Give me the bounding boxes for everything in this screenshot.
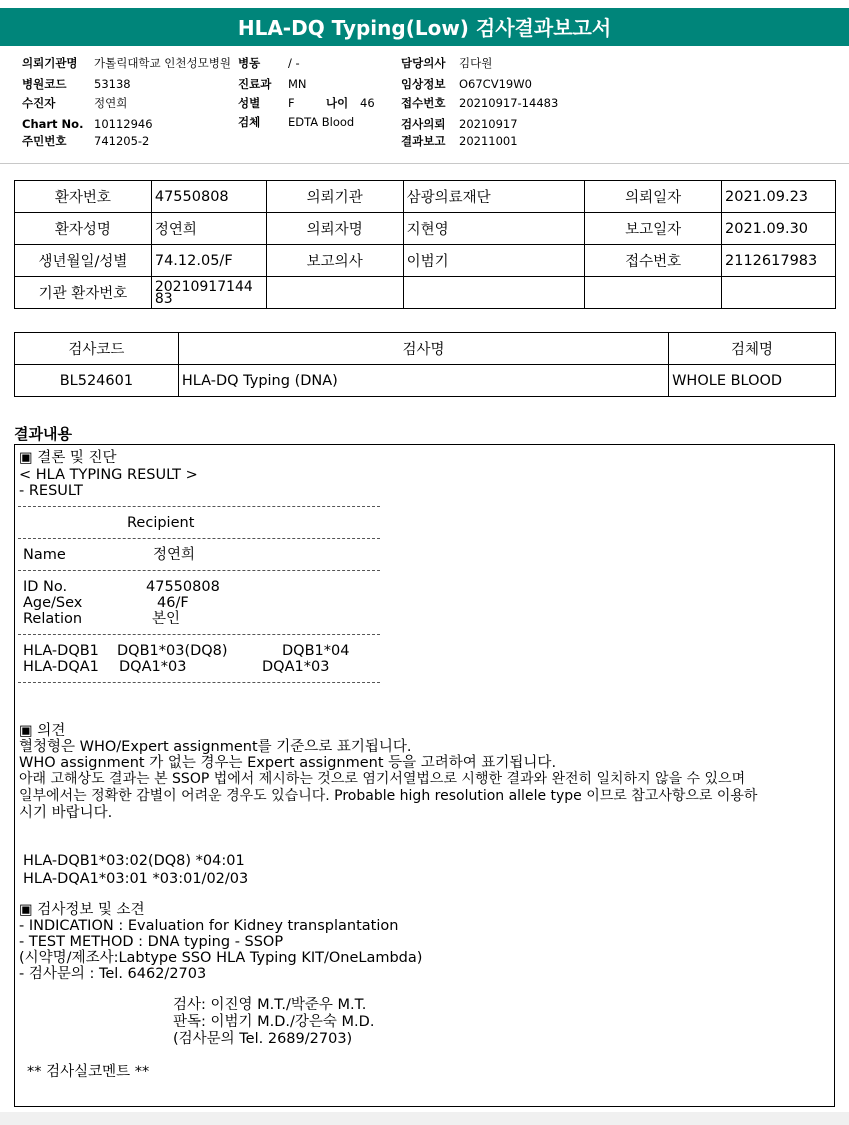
table-row [15,333,836,365]
test-name-header: 검사명 [178,333,668,365]
header-divider [0,163,849,164]
table-row [15,277,836,309]
info-heading: ▣ 검사정보 및 소견 [19,902,145,918]
receipt-no-label: 접수번호 [585,245,722,277]
reporting-doctor-label: 보고의사 [266,245,403,277]
age-sex-label: Age/Sex [23,595,83,611]
opinion-line: 일부에서는 정확한 감별이 어려운 경우도 있습니다. Probable high resolution allele type 이므로 참고사항으로 이용하 [19,788,758,804]
requester-value: 지현영 [403,213,585,245]
table-row [15,245,836,277]
name-value: 정연희 [153,547,196,563]
empty-cell [585,277,722,309]
patient-info-table [14,180,836,309]
recipient-heading: Recipient [127,515,195,531]
hires-dqa1: HLA-DQA1*03:01 *03:01/02/03 [23,871,249,887]
age-sex-value: 46/F [157,595,189,611]
header-doctor: 담당의사 김다원 [401,56,493,70]
dqb1-allele-1: DQB1*03(DQ8) [117,643,228,659]
opinion-line: 시기 바랍니다. [19,805,113,821]
specimen-header: 검체명 [669,333,836,365]
request-date-value: 2021.09.23 [722,181,836,213]
header-request-date: 검사의뢰 20210917 [401,117,518,131]
request-date-label: 의뢰일자 [585,181,722,213]
table-row [15,213,836,245]
patient-no-value: 47550808 [151,181,266,213]
empty-cell [266,277,403,309]
test-code-header: 검사코드 [15,333,179,365]
id-value: 47550808 [146,579,220,595]
sign-line: (검사문의 Tel. 2689/2703) [173,1031,353,1047]
header-hospital-code: 병원코드 53138 [22,77,131,91]
result-content-box [14,444,835,1107]
header-age: 나이 46 [326,96,375,110]
specimen-value: WHOLE BLOOD [669,365,836,397]
result-label: - RESULT [19,483,83,499]
info-line: - TEST METHOD : DNA typing - SSOP [19,934,284,950]
empty-cell [403,277,585,309]
opinion-heading: ▣ 의견 [19,723,66,739]
birth-sex-label: 생년월일/성별 [15,245,152,277]
info-line: (시약명/제조사:Labtype SSO HLA Typing KIT/OneLambda) [19,950,423,966]
requesting-org-value: 삼광의료재단 [403,181,585,213]
requester-label: 의뢰자명 [266,213,403,245]
header-requesting-org: 의뢰기관명 가톨릭대학교 인천성모병원 [22,56,231,70]
table-row [15,365,836,397]
dashed-divider [18,682,380,683]
opinion-line: WHO assignment 가 없는 경우는 Expert assignment 등을 고려하여 표기됩니다. [19,755,557,771]
header-clinical-info: 임상정보 O67CV19W0 [401,77,532,91]
patient-name-value: 정연희 [151,213,266,245]
reporting-doctor-value: 이범기 [403,245,585,277]
opinion-line: 아래 고해상도 결과는 본 SSOP 법에서 제시하는 것으로 염기서열법으로 시행한 결과와 완전히 일치하지 않을 수 있으며 [19,771,746,787]
requesting-org-label: 의뢰기관 [266,181,403,213]
dqa1-allele-1: DQA1*03 [119,659,187,675]
info-line: - INDICATION : Evaluation for Kidney transplantation [19,918,399,934]
header-ward: 병동 / - [238,56,300,70]
header-sex: 성별 F [238,96,295,110]
dashed-divider [18,506,380,507]
relation-label: Relation [23,611,83,627]
header-patient: 수진자 정연희 [22,96,128,110]
name-label: Name [23,547,66,563]
header-receipt-no: 접수번호 20210917-14483 [401,96,559,110]
dqa1-allele-2: DQA1*03 [262,659,330,675]
birth-sex-value: 74.12.05/F [151,245,266,277]
header-specimen: 검체 EDTA Blood [238,115,355,129]
sign-line: 검사: 이진영 M.T./박준우 M.T. [173,997,367,1013]
relation-value: 본인 [152,611,181,627]
header-resident-no: 주민번호 741205-2 [22,134,150,148]
opinion-line: 혈청형은 WHO/Expert assignment를 기준으로 표기됩니다. [19,739,412,755]
info-line: - 검사문의 : Tel. 6462/2703 [19,966,207,982]
patient-no-label: 환자번호 [15,181,152,213]
org-patient-no-value: 20210917144 83 [151,277,266,309]
hires-dqb1: HLA-DQB1*03:02(DQ8) *04:01 [23,853,245,869]
dqb1-label: HLA-DQB1 [23,643,99,659]
dqa1-label: HLA-DQA1 [23,659,99,675]
receipt-no-value: 2112617983 [722,245,836,277]
org-patient-no-label: 기관 환자번호 [15,277,152,309]
header-chart-no: Chart No. 10112946 [22,117,153,131]
report-title: HLA-DQ Typing(Low) 검사결과보고서 [0,8,849,46]
patient-name-label: 환자성명 [15,213,152,245]
conclusion-heading: ▣ 결론 및 진단 [19,450,117,466]
lab-comment: ** 검사실코멘트 ** [27,1064,150,1080]
dqb1-allele-2: DQB1*04 [282,643,350,659]
table-row [15,181,836,213]
id-label: ID No. [23,579,68,595]
sign-line: 판독: 이범기 M.D./강은숙 M.D. [173,1014,375,1030]
test-name-value: HLA-DQ Typing (DNA) [178,365,668,397]
dashed-divider [18,634,380,635]
test-code-value: BL524601 [15,365,179,397]
result-section-title: 결과내용 [14,425,72,443]
typing-result-heading: < HLA TYPING RESULT > [19,467,198,483]
empty-cell [722,277,836,309]
page-bottom-band [0,1112,849,1125]
dashed-divider [18,538,380,539]
header-report-date: 결과보고 20211001 [401,134,518,148]
test-info-table [14,332,836,397]
report-date-label: 보고일자 [585,213,722,245]
header-department: 진료과 MN [238,77,307,91]
report-date-value: 2021.09.30 [722,213,836,245]
dashed-divider [18,570,380,571]
